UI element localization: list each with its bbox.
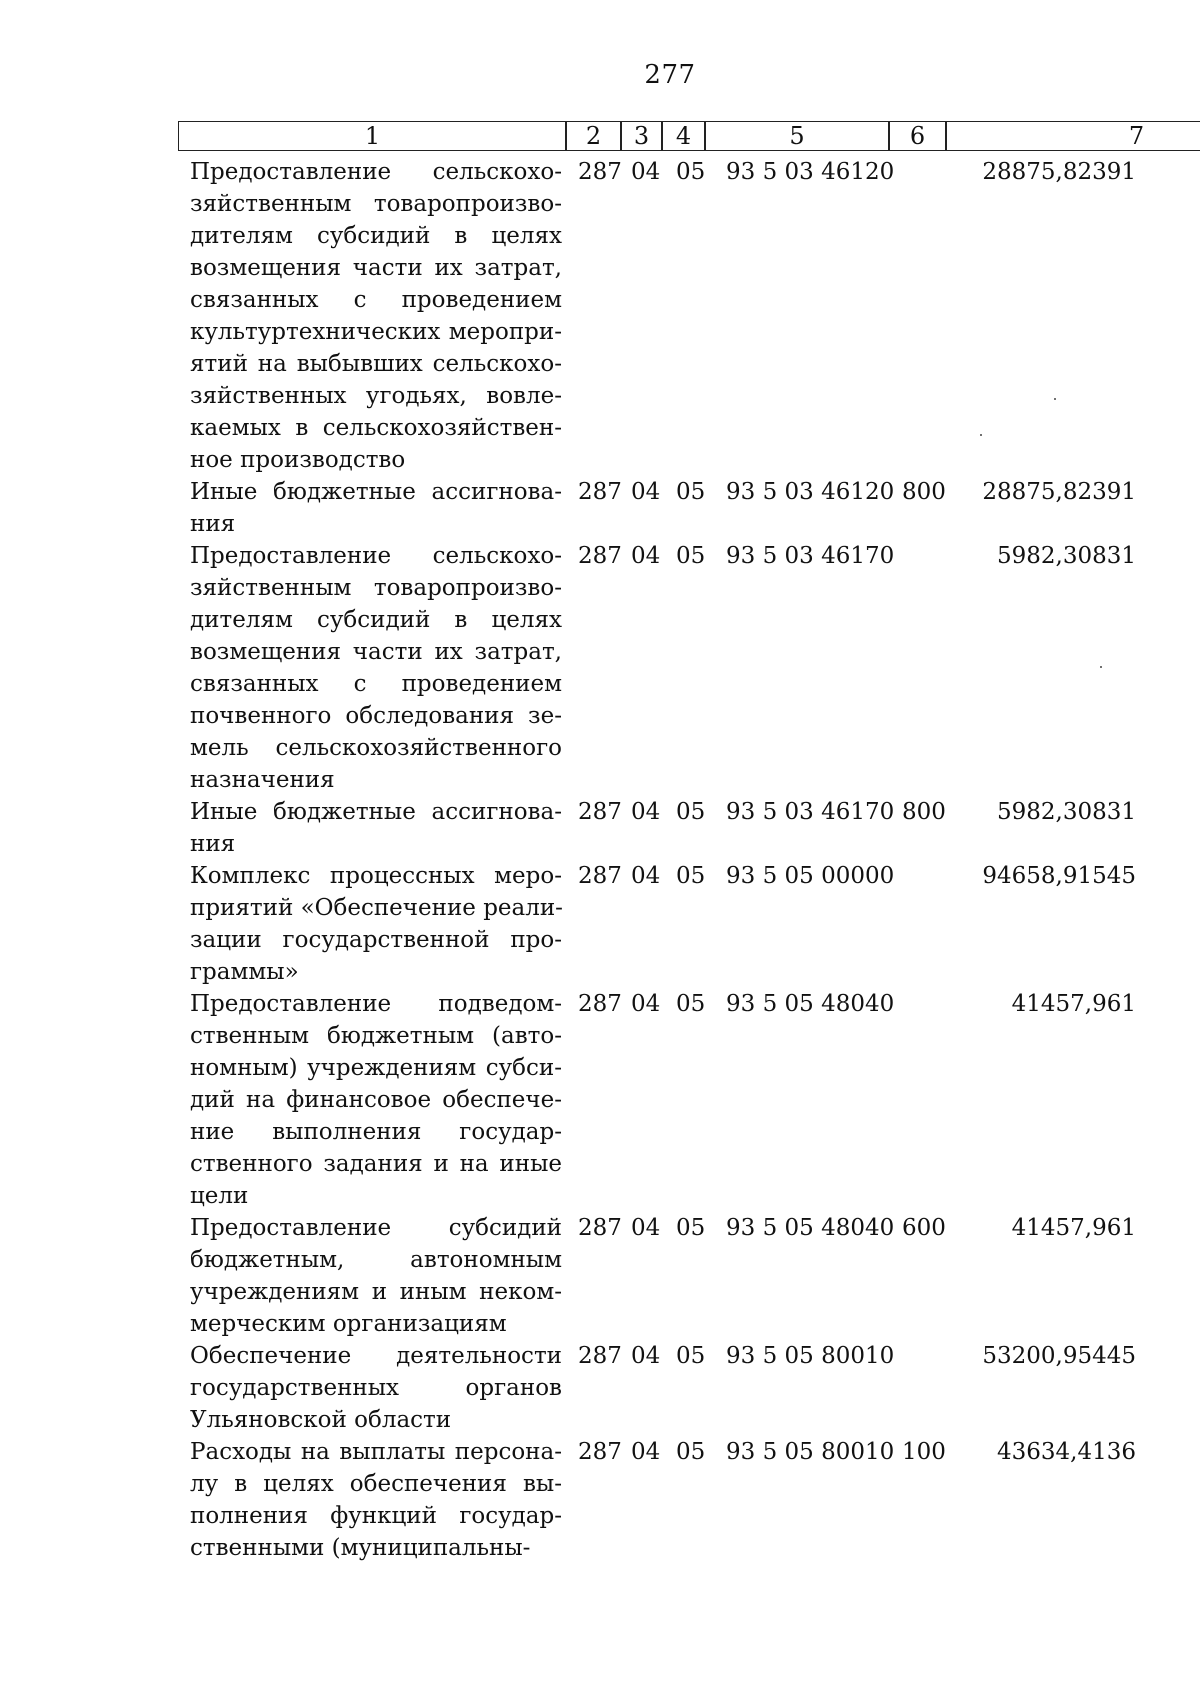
grbs-code: 287 [578, 479, 622, 505]
expense-type-code: 800 [902, 479, 946, 505]
section-code: 04 [631, 799, 661, 825]
table-row [0, 1436, 1200, 1564]
subsection-code: 05 [676, 1343, 706, 1369]
description-line: лу в целях обеспечения вы- [190, 1471, 562, 1497]
table-row [0, 476, 1200, 540]
description-line: зяйственных угодьях, вовле- [190, 383, 562, 409]
amount: 5982,30831 [996, 799, 1136, 825]
description-line: каемых в сельскохозяйствен- [190, 415, 562, 441]
grbs-code: 287 [578, 543, 622, 569]
description-line: граммы» [190, 959, 299, 985]
subsection-code: 05 [676, 1439, 706, 1465]
description-line: зяйственным товаропроизво- [190, 191, 562, 217]
page-number: 277 [644, 60, 696, 90]
description-line: Предоставление субсидий [190, 1215, 562, 1241]
description-line: дителям субсидий в целях [190, 607, 562, 633]
description-line: Расходы на выплаты персона- [190, 1439, 562, 1465]
grbs-code: 287 [578, 1439, 622, 1465]
section-code: 04 [631, 543, 661, 569]
description-line: ственного задания и на иные [190, 1151, 562, 1177]
header-col-4: 4 [661, 121, 706, 151]
row-description [190, 1340, 562, 1436]
description-line: Иные бюджетные ассигнова- [190, 479, 562, 505]
description-line: цели [190, 1183, 249, 1209]
target-article-code: 93 5 05 80010 [726, 1343, 895, 1369]
amount: 94658,91545 [982, 863, 1136, 889]
description-line: культуртехнических меропри- [190, 319, 562, 345]
row-description [190, 988, 562, 1212]
scan-speck [980, 434, 982, 436]
table-row [0, 796, 1200, 860]
target-article-code: 93 5 05 48040 [726, 1215, 895, 1241]
description-line: Предоставление сельскохо- [190, 543, 562, 569]
amount: 5982,30831 [996, 543, 1136, 569]
header-col-6: 6 [888, 121, 947, 151]
table-row [0, 988, 1200, 1212]
grbs-code: 287 [578, 159, 622, 185]
amount: 41457,961 [1011, 1215, 1136, 1241]
grbs-code: 287 [578, 799, 622, 825]
subsection-code: 05 [676, 159, 706, 185]
table-header [178, 121, 1200, 151]
description-line: зации государственной про- [190, 927, 562, 953]
header-col-7: 7 [945, 121, 1200, 151]
table-row [0, 156, 1200, 476]
description-line: полнения функций государ- [190, 1503, 562, 1529]
description-line: ние выполнения государ- [190, 1119, 562, 1145]
row-description [190, 540, 562, 796]
amount: 53200,95445 [982, 1343, 1136, 1369]
row-description [190, 1212, 562, 1340]
subsection-code: 05 [676, 479, 706, 505]
description-line: учреждениям и иным неком- [190, 1279, 562, 1305]
table-row [0, 540, 1200, 796]
description-line: государственных органов [190, 1375, 562, 1401]
amount: 28875,82391 [982, 479, 1136, 505]
description-line: Предоставление подведом- [190, 991, 562, 1017]
target-article-code: 93 5 03 46120 [726, 479, 895, 505]
row-description [190, 476, 562, 540]
description-line: связанных с проведением [190, 671, 562, 697]
description-line: бюджетным, автономным [190, 1247, 562, 1273]
description-line: Ульяновской области [190, 1407, 452, 1433]
grbs-code: 287 [578, 1343, 622, 1369]
description-line: мерческим организациям [190, 1311, 507, 1337]
grbs-code: 287 [578, 863, 622, 889]
subsection-code: 05 [676, 543, 706, 569]
section-code: 04 [631, 863, 661, 889]
description-line: номным) учреждениям субси- [190, 1055, 562, 1081]
row-description [190, 156, 562, 476]
description-line: почвенного обследования зе- [190, 703, 562, 729]
header-col-5: 5 [704, 121, 890, 151]
subsection-code: 05 [676, 799, 706, 825]
section-code: 04 [631, 1343, 661, 1369]
expense-type-code: 600 [902, 1215, 946, 1241]
row-description [190, 1436, 562, 1564]
expense-type-code: 800 [902, 799, 946, 825]
description-line: Иные бюджетные ассигнова- [190, 799, 562, 825]
subsection-code: 05 [676, 1215, 706, 1241]
table-row [0, 1340, 1200, 1436]
target-article-code: 93 5 05 80010 [726, 1439, 895, 1465]
description-line: дий на финансовое обеспече- [190, 1087, 562, 1113]
description-line: зяйственным товаропроизво- [190, 575, 562, 601]
header-col-3: 3 [620, 121, 663, 151]
target-article-code: 93 5 03 46170 [726, 799, 895, 825]
section-code: 04 [631, 479, 661, 505]
amount: 41457,961 [1011, 991, 1136, 1017]
target-article-code: 93 5 03 46120 [726, 159, 895, 185]
description-line: ния [190, 831, 236, 857]
table-row [0, 860, 1200, 988]
scan-speck [1100, 666, 1102, 668]
section-code: 04 [631, 1439, 661, 1465]
amount: 28875,82391 [982, 159, 1136, 185]
description-line: назначения [190, 767, 335, 793]
description-line: ственным бюджетным (авто- [190, 1023, 562, 1049]
subsection-code: 05 [676, 991, 706, 1017]
description-line: Обеспечение деятельности [190, 1343, 562, 1369]
grbs-code: 287 [578, 991, 622, 1017]
description-line: связанных с проведением [190, 287, 562, 313]
target-article-code: 93 5 03 46170 [726, 543, 895, 569]
row-description [190, 796, 562, 860]
description-line: ственными (муниципальны- [190, 1535, 531, 1561]
section-code: 04 [631, 1215, 661, 1241]
section-code: 04 [631, 159, 661, 185]
row-description [190, 860, 562, 988]
subsection-code: 05 [676, 863, 706, 889]
description-line: Комплекс процессных меро- [190, 863, 562, 889]
description-line: ное производство [190, 447, 406, 473]
amount: 43634,4136 [996, 1439, 1136, 1465]
table-row [0, 1212, 1200, 1340]
description-line: ния [190, 511, 236, 537]
description-line: мель сельскохозяйственного [190, 735, 562, 761]
scan-speck [1054, 398, 1056, 400]
description-line: приятий «Обеспечение реали- [190, 895, 563, 921]
target-article-code: 93 5 05 48040 [726, 991, 895, 1017]
header-col-1: 1 [178, 121, 567, 151]
header-col-2: 2 [565, 121, 622, 151]
description-line: Предоставление сельскохо- [190, 159, 562, 185]
description-line: дителям субсидий в целях [190, 223, 562, 249]
description-line: ятий на выбывших сельскохо- [190, 351, 562, 377]
grbs-code: 287 [578, 1215, 622, 1241]
expense-type-code: 100 [902, 1439, 946, 1465]
description-line: возмещения части их затрат, [190, 255, 562, 281]
target-article-code: 93 5 05 00000 [726, 863, 895, 889]
section-code: 04 [631, 991, 661, 1017]
description-line: возмещения части их затрат, [190, 639, 562, 665]
